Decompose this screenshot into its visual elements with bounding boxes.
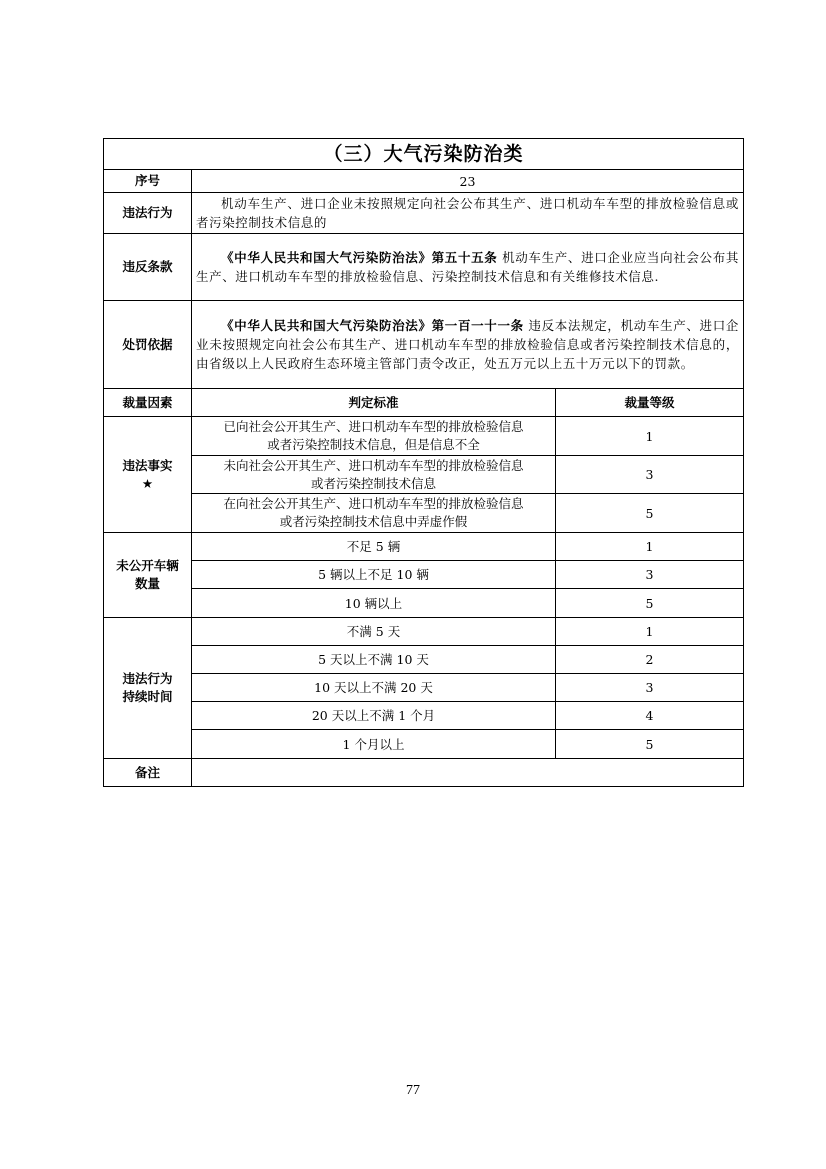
criteria-cell: 5 辆以上不足 10 辆 [192,561,556,589]
factor-label [104,417,192,533]
star-icon: ★ [141,475,154,491]
criteria-line2: 或者污染控制技术信息 [310,475,436,491]
criteria-cell: 20 天以上不满 1 个月 [192,702,556,730]
table-row [104,589,744,618]
criteria-line1: 已向社会公开其生产、进口机动车车型的排放检验信息 [223,419,524,434]
level-cell: 3 [556,674,744,702]
criteria-cell [192,417,556,456]
table-row [104,702,744,730]
factor-label-line1: 违法行为 [122,671,173,686]
discretion-factor-header: 裁量因素 [104,389,192,417]
table-row [104,646,744,674]
penalty-basis-law: 《中华人民共和国大气污染防治法》第一百一十一条 [221,318,524,333]
table-row [104,417,744,456]
criteria-cell: 5 天以上不满 10 天 [192,646,556,674]
criteria-line1: 在向社会公开其生产、进口机动车车型的排放检验信息 [223,496,524,511]
criteria-cell: 不满 5 天 [192,618,556,646]
serial-value: 23 [192,170,744,193]
serial-row [104,170,744,193]
violated-clause-text: 机动车生产、进口企业应当向社会公布其生产、进口机动车车型的排放检验信息、污染控制技术信息和有关维修技术信息. [196,250,739,284]
violated-clause-cell [192,234,744,301]
penalty-discretion-table [103,138,744,787]
penalty-basis-text: 违反本法规定，机动车生产、进口企业未按照规定向社会公布其生产、进口机动车车型的排放检验信息或者污染控制技术信息的，由省级以上人民政府生态环境主管部门责令改正，处五万元以上五十万元以下的罚款。 [196,318,739,371]
discretion-header-row [104,389,744,417]
penalty-basis-cell [192,301,744,389]
level-cell: 1 [556,533,744,561]
criteria-header: 判定标准 [192,389,556,417]
page-number: 77 [406,1083,420,1098]
criteria-line1: 未向社会公开其生产、进口机动车车型的排放检验信息 [223,457,524,473]
violation-row [104,193,744,234]
criteria-cell: 1 个月以上 [192,730,556,759]
violation-text: 机动车生产、进口企业未按照规定向社会公布其生产、进口机动车车型的排放检验信息或者污染控制技术信息的 [192,193,744,234]
violated-clause-row [104,234,744,301]
violated-clause-law: 《中华人民共和国大气污染防治法》第五十五条 [221,250,498,265]
table-row [104,533,744,561]
table-row [104,730,744,759]
remarks-row [104,759,744,787]
level-cell: 2 [556,646,744,674]
criteria-cell: 10 辆以上 [192,589,556,618]
violation-label: 违法行为 [104,193,192,234]
criteria-cell: 10 天以上不满 20 天 [192,674,556,702]
criteria-line2: 或者污染控制技术信息中弄虚作假 [279,514,468,529]
penalty-basis-label: 处罚依据 [104,301,192,389]
criteria-cell: 不足 5 辆 [192,533,556,561]
section-title: （三）大气污染防治类 [104,139,744,170]
violated-clause-label: 违反条款 [104,234,192,301]
table-row [104,618,744,646]
factor-label-line2: 持续时间 [122,689,173,704]
remarks-value [192,759,744,787]
level-cell: 5 [556,730,744,759]
factor-label [104,533,192,618]
factor-label-line2: 数量 [134,576,160,591]
criteria-line2: 或者污染控制技术信息，但是信息不全 [267,437,480,452]
level-cell: 1 [556,618,744,646]
table-row [104,456,744,494]
factor-label [104,618,192,759]
level-cell: 4 [556,702,744,730]
level-cell: 5 [556,494,744,533]
penalty-basis-row [104,301,744,389]
level-cell: 1 [556,417,744,456]
serial-label: 序号 [104,170,192,193]
factor-label-line1: 违法事实 [122,457,173,473]
table-row [104,494,744,533]
level-cell: 3 [556,561,744,589]
level-cell: 5 [556,589,744,618]
criteria-cell [192,494,556,533]
table-row [104,674,744,702]
factor-label-line1: 未公开车辆 [116,558,179,573]
level-cell: 3 [556,456,744,494]
table-row [104,561,744,589]
criteria-cell [192,456,556,494]
level-header: 裁量等级 [556,389,744,417]
remarks-label: 备注 [104,759,192,787]
